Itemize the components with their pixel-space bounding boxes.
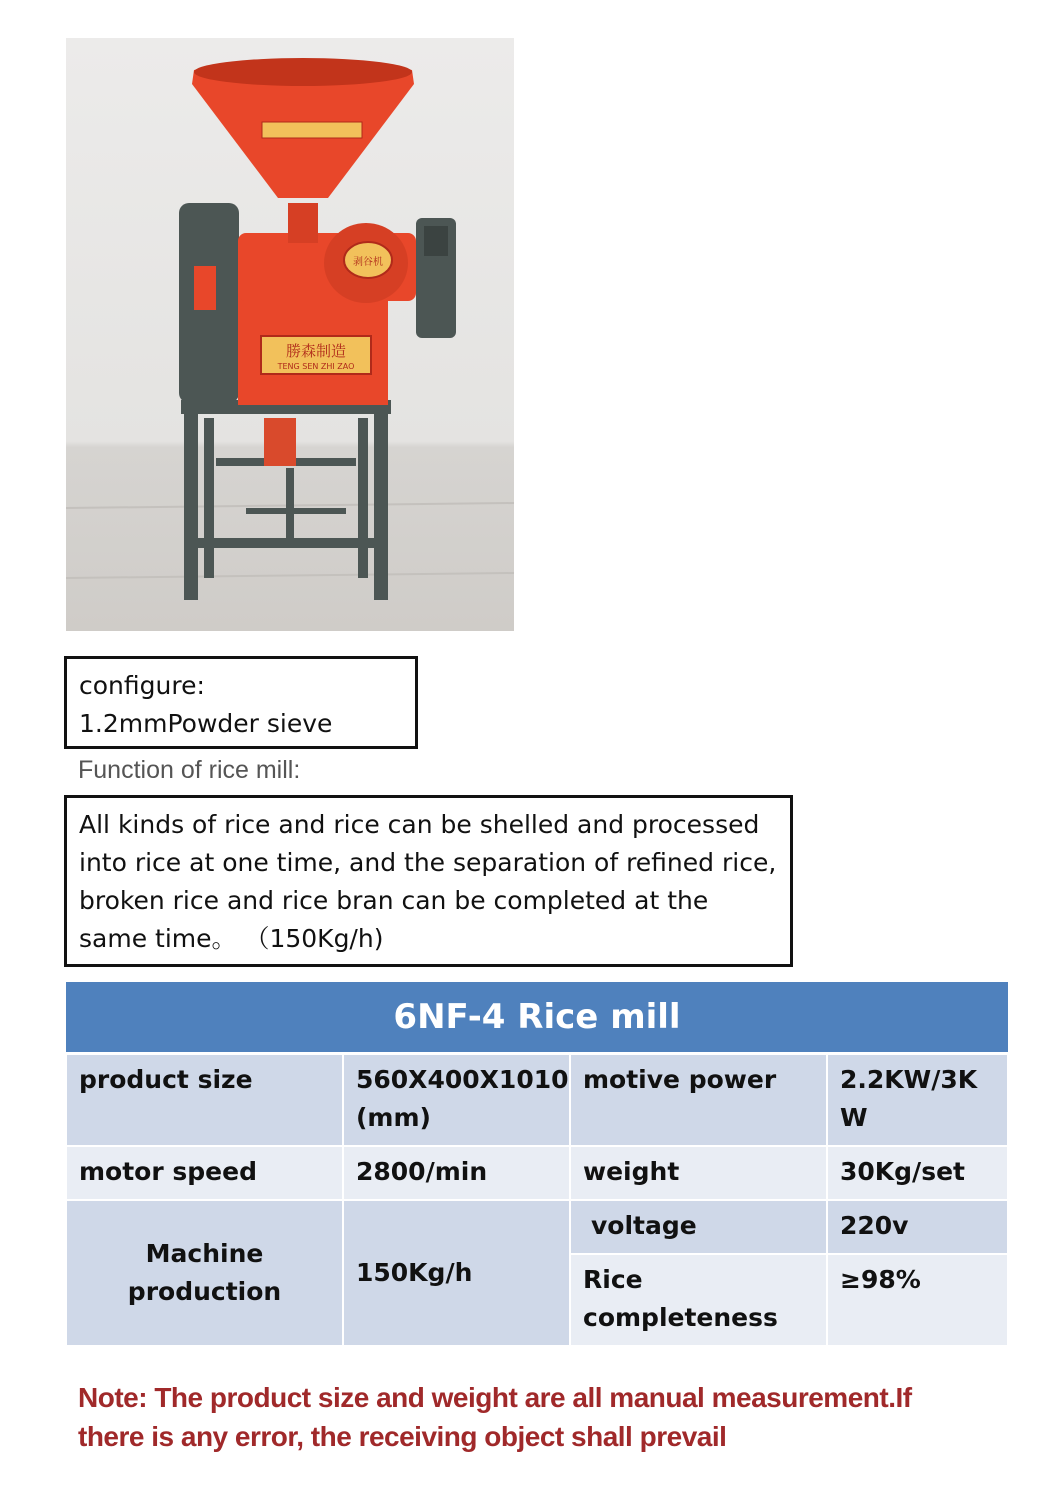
motive-power-label: motive power: [570, 1054, 827, 1147]
rice-completeness-label: Rice completeness: [570, 1254, 827, 1346]
rice-mill-illustration: [66, 38, 514, 631]
motor-speed-value: 2800/min: [343, 1146, 570, 1200]
spec-table: [65, 982, 1009, 1347]
product-size-label: product size: [66, 1054, 343, 1147]
config-value: 1.2mmPowder sieve: [79, 709, 333, 738]
rice-completeness-value: ≥98%: [827, 1254, 1008, 1346]
label-en: TENG SEN ZHI ZAO: [277, 362, 355, 371]
config-title: configure:: [79, 671, 205, 700]
product-size-value: 560X400X1010 (mm): [343, 1054, 570, 1147]
output-chute: [264, 418, 296, 466]
function-title: Function of rice mill:: [78, 756, 301, 784]
machine-production-label: Machine production: [66, 1200, 343, 1346]
weight-value: 30Kg/set: [827, 1146, 1008, 1200]
spec-title: 6NF-4 Rice mill: [66, 982, 1008, 1054]
config-box: [64, 656, 418, 749]
voltage-value: 220v: [827, 1200, 1008, 1254]
motor-speed-label: motor speed: [66, 1146, 343, 1200]
table-row: [66, 1054, 1008, 1147]
function-text: All kinds of rice and rice can be shelled and processed into rice at one time, and the separation of refined rice, broken rice and rice bran can be completed at the same time。 （150Kg/h): [79, 810, 777, 953]
product-photo: [66, 38, 514, 631]
table-row: [66, 1146, 1008, 1200]
label-cn: 勝森制造: [285, 342, 347, 360]
badge-text: 剥谷机: [353, 257, 383, 268]
note-text: Note: The product size and weight are all manual measurement.If there is any error, the receiving object shall prevail: [78, 1382, 912, 1452]
voltage-label: voltage: [570, 1200, 827, 1254]
weight-label: weight: [570, 1146, 827, 1200]
machine-production-value: 150Kg/h: [343, 1200, 570, 1346]
table-row: [66, 1200, 1008, 1254]
motive-power-value: 2.2KW/3KW: [827, 1054, 1008, 1147]
function-box: [64, 795, 793, 967]
